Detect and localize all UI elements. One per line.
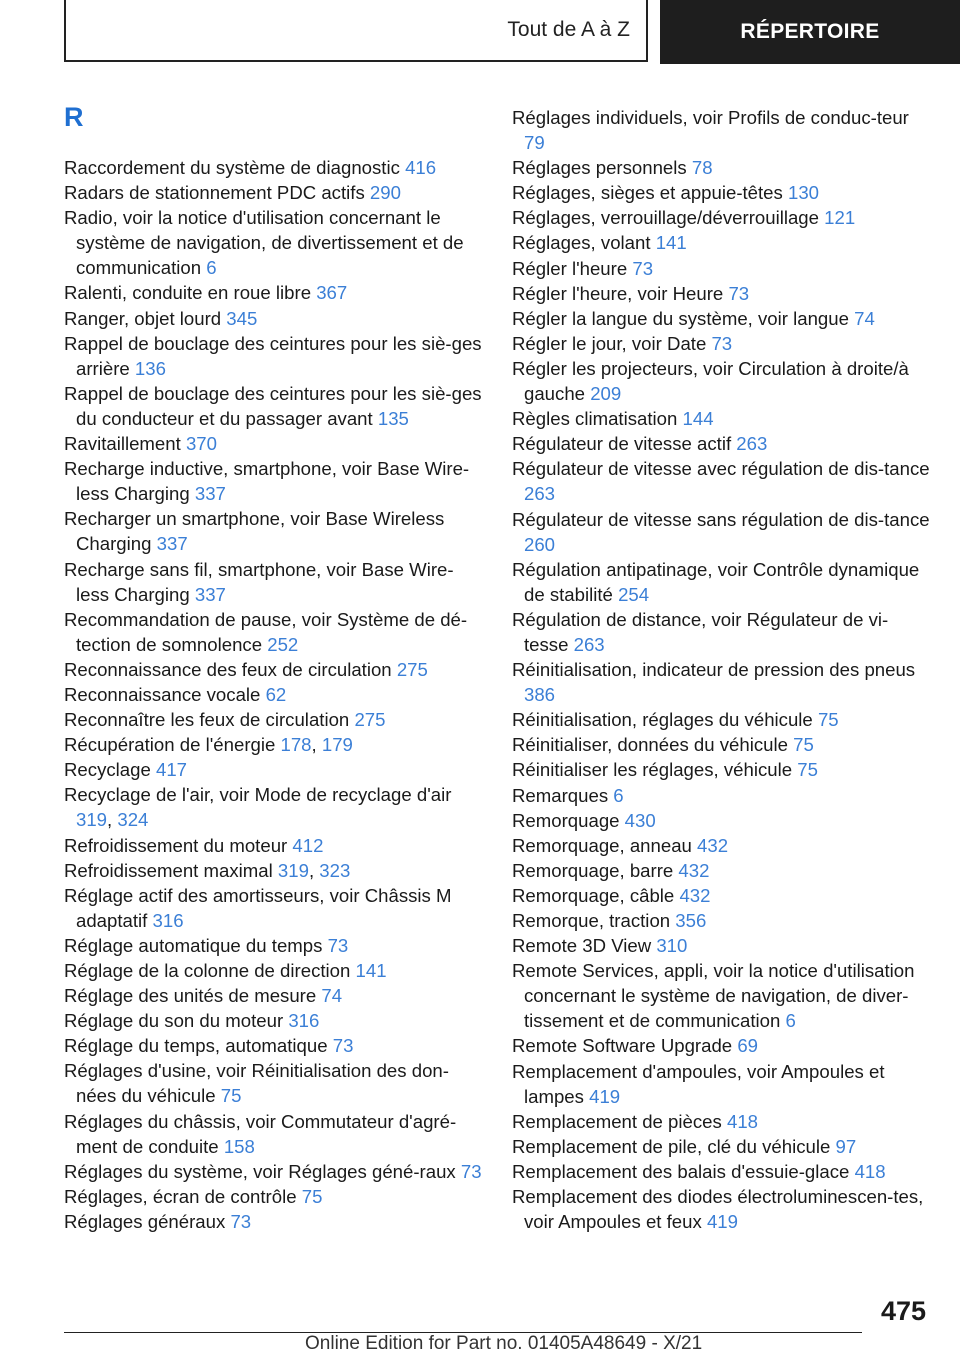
index-entry [512,256,932,281]
index-entry [512,707,932,732]
index-entry [64,331,482,381]
index-entry [512,507,932,557]
page-reference-link[interactable]: 260 [524,533,556,555]
index-entry-text: Réglage automatique du temps [64,934,323,956]
index-entry [512,908,932,933]
index-entry-text: Ralenti, conduite en roue libre [64,282,312,304]
index-entry-text: Rappel de bouclage des ceintures pour les siè‐ges du conducteur et du passager avant [64,382,482,429]
index-entry [64,958,482,983]
index-entry-text: Réglages d'usine, voir Réinitialisation des don‐nées du véhicule [64,1060,449,1107]
page-reference-link[interactable]: 432 [679,884,711,906]
page-reference-link[interactable]: 418 [854,1160,886,1182]
page-reference-link[interactable]: 367 [316,282,348,304]
index-entry-text: Réglages individuels, voir Profils de conduc‐teur [512,107,909,128]
index-entry [64,933,482,958]
index-entry-text: Remote Services, appli, voir la notice d'utilisation concernant le système de navigation, de diver‐tissement et de communication [512,960,915,1032]
index-entry [64,205,482,280]
index-entry [512,331,932,356]
index-entry-text: Régler l'heure, voir Heure [512,282,724,304]
index-entry-text: Réglage de la colonne de direction [64,960,351,981]
page-reference-link[interactable]: 75 [301,1185,323,1207]
index-entry-text: Régler le jour, voir Date [512,332,707,354]
index-entry [64,1058,482,1108]
index-column-right [512,105,932,1234]
index-entry-text: Réglages du système, voir Réglages géné‐raux [64,1160,456,1182]
page-reference-link[interactable]: 263 [736,433,768,455]
index-entry [512,105,932,155]
index-entry-text: Réinitialisation, indicateur de pression des pneus [512,659,916,681]
page-reference-link[interactable]: 418 [726,1110,759,1132]
page-reference-link[interactable]: 386 [524,684,556,706]
index-entry-text: Remorquage, barre [512,859,674,881]
index-entry [512,607,932,657]
index-entry-text: Réglages du châssis, voir Commutateur d'agré‐ment de conduite [64,1110,457,1157]
index-entry [512,958,932,1033]
page-reference-link[interactable]: 316 [152,909,184,931]
index-entry-text: Réinitialisation, réglages du véhicule [512,709,813,731]
index-entry [64,506,482,556]
page-reference-link[interactable]: 252 [267,633,299,655]
index-entry [64,1008,482,1033]
index-entry-text: Remplacement des diodes électroluminescen‐tes, voir Ampoules et feux [512,1186,924,1233]
index-entry-text: Réinitialiser, données du véhicule [512,734,788,756]
index-entry-text: Ravitaillement [64,433,181,455]
page-reference-link[interactable]: 275 [354,709,386,731]
footer-edition-text: Online Edition for Part no. 01405A48649 - X/21 [305,1333,703,1354]
page-reference-link[interactable]: 75 [793,734,814,756]
page-reference-link[interactable]: 135 [377,407,409,429]
page-reference-link[interactable]: 141 [355,960,387,981]
section-letter: R [64,102,84,132]
index-entry-text: Régulation de distance, voir Régulateur de vi‐tesse [512,608,889,655]
index-entry [64,1184,482,1209]
index-entry-text: Réglage actif des amortisseurs, voir Châssis M adaptatif [64,884,452,931]
index-column-left [64,102,482,1234]
page-reference-link[interactable]: 209 [590,383,622,405]
index-entry: Récupération de l'énergie 178, 179 [64,734,353,756]
page-reference-link[interactable]: 337 [156,533,188,555]
tab-repertoire[interactable]: RÉPERTOIRE [660,0,960,64]
page-reference-link[interactable]: 337 [194,583,226,605]
index-entry [512,306,932,331]
index-entry [64,682,482,707]
page-reference-link[interactable]: 370 [185,433,217,455]
page-reference-link[interactable]: 74 [321,985,343,1007]
page-reference-link[interactable]: 430 [624,809,656,831]
index-entry [64,657,482,682]
page-reference-link[interactable]: 78 [691,157,713,179]
page-reference-link[interactable]: 316 [288,1010,320,1032]
page-reference-link[interactable]: 337 [194,483,226,505]
page-reference-link[interactable]: 178 [280,734,312,756]
index-entry-text: Réinitialiser les réglages, véhicule [512,759,793,781]
index-entry: Recyclage de l'air, voir Mode de recyclage d'air 319, 324 [64,784,452,831]
index-entry [512,431,932,456]
index-entry [512,1184,932,1234]
page-reference-link[interactable]: 356 [675,910,707,931]
page-reference-link[interactable]: 6 [206,257,217,279]
index-entry-text: Régulation antipatinage, voir Contrôle dynamique de stabilité [512,558,920,605]
page-reference-link[interactable]: 417 [156,759,188,781]
index-entry-text: Régler l'heure [512,257,628,279]
index-entry [512,281,932,306]
page-reference-link[interactable]: 290 [369,182,401,204]
index-entry-text: Ranger, objet lourd [64,307,222,329]
index-entry [64,1159,482,1184]
index-entry [512,833,932,858]
index-entry-text: Remplacement d'ampoules, voir Ampoules et lampes [512,1060,885,1107]
page-reference-link[interactable]: 179 [321,734,353,756]
index-entry-text: Recyclage de l'air, voir Mode de recyclage d'air [64,784,452,806]
page-reference-link[interactable]: 254 [618,583,650,605]
index-entry [64,883,482,933]
index-entry-text: Réglages, volant [512,232,651,254]
page-reference-link[interactable]: 263 [524,483,556,505]
index-entry-text: Remorque, traction [512,910,671,931]
index-entry [64,1109,482,1159]
page-reference-link[interactable]: 69 [737,1035,758,1057]
index-entry [64,1209,482,1234]
index-entry-text: Remplacement de pièces [512,1110,722,1132]
index-entry-text: Remorquage [512,809,620,831]
index-entry-text: Règles climatisation [512,408,678,430]
index-entry-text: Régulateur de vitesse sans régulation de dis‐tance [512,508,930,530]
page-reference-link[interactable]: 324 [117,809,149,831]
index-entry-text: Recyclage [64,759,151,781]
index-entry-text: Refroidissement maximal [64,859,273,881]
page-reference-link[interactable]: 75 [817,709,839,731]
page-reference-link[interactable]: 319 [277,859,309,881]
page-reference-link[interactable]: 158 [223,1135,255,1157]
index-entry [512,406,932,431]
index-entry [64,280,482,305]
page-reference-link[interactable]: 73 [460,1160,482,1182]
page-reference-link[interactable]: 73 [332,1035,354,1057]
page-reference-link[interactable]: 6 [613,784,624,806]
index-entry-text: Réglage du son du moteur [64,1010,284,1032]
page-reference-link[interactable]: 319 [76,809,108,831]
index-entry [512,456,932,506]
index-entry [64,431,482,456]
page-reference-link[interactable]: 141 [655,232,687,254]
index-entry [64,557,482,607]
index-entry [64,983,482,1008]
index-entry-text: Reconnaître les feux de circulation [64,709,350,731]
index-entry [64,381,482,431]
index-entry [64,1033,482,1058]
index-entry [512,1033,932,1058]
index-entry-text: Réglages généraux [64,1210,226,1232]
page-reference-link[interactable]: 345 [226,307,258,329]
index-entry-text: Reconnaissance vocale [64,683,261,705]
index-entry-text: Reconnaissance des feux de circulation [64,658,392,680]
index-entry [512,230,932,255]
index-entry-text: Réglages, sièges et appuie-têtes [512,182,783,204]
index-entry [512,1059,932,1109]
page-reference-link[interactable]: 412 [292,834,324,856]
index-entry-text: Réglage des unités de mesure [64,985,317,1007]
index-entry-text: Régler les projecteurs, voir Circulation à droite/à gauche [512,357,909,405]
index-entry-text: Réglage du temps, automatique [64,1035,328,1057]
index-entry [512,808,932,833]
index-entry [512,757,932,782]
index-entry [64,757,482,782]
page-reference-link[interactable]: 310 [656,935,688,957]
index-entry [512,783,932,808]
page-reference-link[interactable]: 144 [682,408,714,430]
index-entry [64,707,482,732]
index-entry [512,557,932,607]
index-entry-text: Remplacement des balais d'essuie-glace [512,1160,850,1182]
index-entry [512,205,932,230]
index-entry-text: Récupération de l'énergie [64,734,276,756]
index-entry [512,657,932,707]
page-reference-link[interactable]: 62 [265,683,287,705]
index-entry [64,833,482,858]
index-entry-text: Remorquage, câble [512,884,675,906]
page-reference-link[interactable]: 416 [405,157,437,178]
index-entry-text: Rappel de bouclage des ceintures pour les siè‐ges arrière [64,332,482,379]
index-entry-text: Réglages, verrouillage/déverrouillage [512,207,819,229]
index-entry [512,1134,932,1159]
page-reference-link[interactable]: 419 [706,1211,738,1233]
index-entry [64,180,482,205]
page-reference-link[interactable]: 73 [728,282,750,304]
index-entry-text: Radio, voir la notice d'utilisation concernant le système de navigation, de divertissement et de communication [64,207,464,279]
index-entry [512,858,932,883]
index-entry [512,180,932,205]
index-entry-text: Réglages, écran de contrôle [64,1185,297,1207]
header-tabs [0,0,960,66]
page-reference-link[interactable]: 73 [327,934,349,956]
index-entry: Refroidissement maximal 319, 323 [64,859,351,881]
index-entry-text: Remarques [512,784,609,806]
index-entry-text: Régulateur de vitesse actif [512,433,732,455]
page-reference-link[interactable]: 121 [824,207,856,229]
index-entry-text: Remote 3D View [512,935,652,957]
index-entry [64,456,482,506]
page-reference-link[interactable]: 74 [854,307,875,329]
page-reference-link[interactable]: 275 [396,658,428,680]
page-reference-link[interactable]: 75 [220,1085,242,1107]
page-reference-link[interactable]: 419 [589,1085,621,1107]
index-entry [512,1159,932,1184]
page-reference-link[interactable]: 79 [524,132,545,154]
index-entry-text: Recharge sans fil, smartphone, voir Base Wire‐less Charging [64,558,454,605]
index-entry-text: Réglages personnels [512,157,687,179]
page-reference-link[interactable]: 73 [632,257,654,279]
page-reference-link[interactable]: 136 [134,357,166,379]
index-entry [64,607,482,657]
index-entry-text: Refroidissement du moteur [64,834,288,856]
index-entry [512,1109,932,1134]
page-reference-link[interactable]: 73 [230,1210,252,1232]
index-entry-text: Recommandation de pause, voir Système de dé‐tection de somnolence [64,608,468,655]
index-entry [512,933,932,958]
index-entry-text: Régler la langue du système, voir langue [512,307,849,329]
page-reference-link[interactable]: 323 [319,859,351,881]
index-entry [512,883,932,908]
index-entry [64,155,482,180]
index-entry-text: Remplacement de pile, clé du véhicule [512,1135,831,1157]
page-reference-link[interactable]: 75 [797,759,818,781]
page-reference-link[interactable]: 432 [697,834,729,856]
index-entry [512,155,932,180]
page-reference-link[interactable]: 73 [711,332,733,354]
index-entry [512,732,932,757]
index-entry-text: Recharger un smartphone, voir Base Wireless Charging [64,508,445,555]
page-number: 475 [880,1296,926,1326]
index-entry [512,356,932,406]
index-entry [64,306,482,331]
index-entry-text: Remorquage, anneau [512,834,692,856]
index-entry-text: Raccordement du système de diagnostic [64,157,400,178]
index-entry-text: Remote Software Upgrade [512,1035,733,1057]
page-reference-link[interactable]: 97 [835,1135,857,1157]
tab-tout-de-a-a-z[interactable]: Tout de A à Z [64,0,648,62]
page-reference-link[interactable]: 263 [573,633,605,655]
index-entry-text: Régulateur de vitesse avec régulation de dis‐tance [512,458,930,480]
index-entry-text: Recharge inductive, smartphone, voir Base Wire‐less Charging [64,458,470,505]
page-reference-link[interactable]: 130 [788,182,820,204]
index-entry-text: Radars de stationnement PDC actifs [64,182,365,204]
page-reference-link[interactable]: 6 [785,1010,796,1032]
page-reference-link[interactable]: 432 [678,859,710,881]
